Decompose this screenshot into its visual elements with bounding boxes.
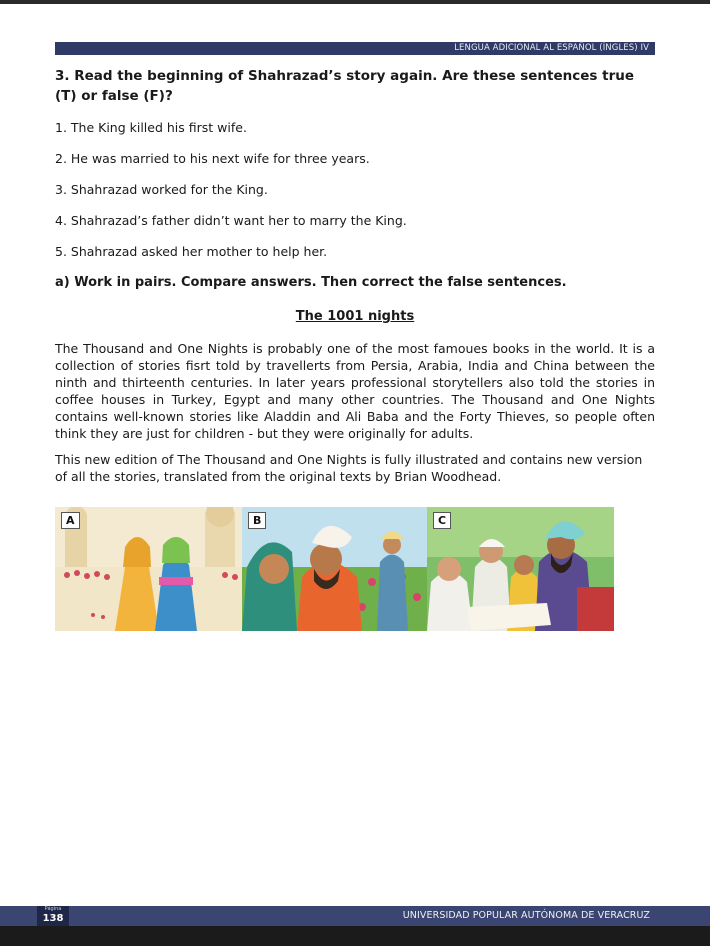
article-paragraph-1: The Thousand and One Nights is probably one of the most famoues books in the world. It is a collection of stories fisrt told by travellerts from Persia, Arabia, India and China between the ninth and thirteenth centuries. In later years professional storytellers also told the stories in coffee houses in Turkey, Egypt and many other countries. The Thousand and One Nights contains well-known stories like Aladdin and Ali Baba and the Forty Thieves, so people often think they are just for children - but they were originally for adults. <box>55 341 655 441</box>
article-title: The 1001 nights <box>295 309 415 324</box>
picture-c-label: C <box>433 512 451 529</box>
course-title: LENGUA ADICIONAL AL ESPAÑOL (ÍNGLES) IV <box>454 43 649 53</box>
exercise-question: 3. Read the beginning of Shahrazad’s story again. Are these sentences true (T) or false (F)? <box>55 68 635 104</box>
page-number-box <box>37 906 69 926</box>
illustration-strip <box>55 507 614 631</box>
picture-c <box>427 507 614 631</box>
article-paragraph-2: This new edition of The Thousand and One Nights is fully illustrated and contains new version of all the stories, translated from the original texts by Brian Woodhead. <box>55 452 643 484</box>
bottom-edge <box>0 926 710 946</box>
picture-a-label: A <box>61 512 80 529</box>
picture-a-illustration <box>55 507 242 631</box>
exercise-item-4: 4. Shahrazad’s father didn’t want her to marry the King. <box>55 213 407 228</box>
top-edge <box>0 0 710 4</box>
pairs-task: a) Work in pairs. Compare answers. Then correct the false sentences. <box>55 275 567 290</box>
exercise-item-5: 5. Shahrazad asked her mother to help her. <box>55 244 328 259</box>
exercise-item-3: 3. Shahrazad worked for the King. <box>55 182 268 197</box>
picture-b-label: B <box>248 512 266 529</box>
picture-b-illustration <box>242 507 427 631</box>
picture-c-illustration <box>427 507 614 631</box>
exercise-item-2: 2. He was married to his next wife for three years. <box>55 151 370 166</box>
course-header <box>55 42 655 55</box>
page-caption: Página <box>44 906 62 912</box>
institution-name: UNIVERSIDAD POPULAR AUTÓNOMA DE VERACRUZ <box>402 910 650 921</box>
exercise-item-1: 1. The King killed his first wife. <box>55 120 247 135</box>
page-content <box>55 66 655 485</box>
footer-bar <box>0 906 710 926</box>
picture-a <box>55 507 242 631</box>
page-number: 138 <box>42 913 64 924</box>
picture-b <box>242 507 427 631</box>
